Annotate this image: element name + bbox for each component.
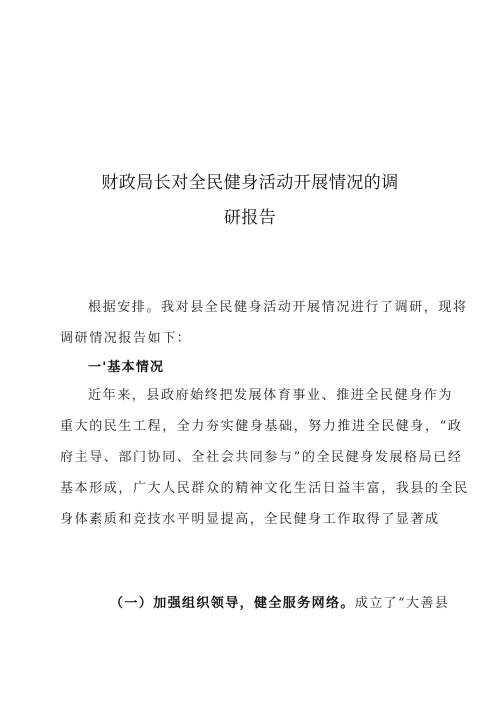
basic-situation-paragraph xyxy=(60,380,469,535)
subsection-text: 成立了“大善县 xyxy=(354,596,450,611)
intro-line-2: 调研情况报告如下： xyxy=(60,331,192,346)
body-line-5: 身体素质和竞技水平明显提高，全民健身工作取得了显著成 xyxy=(60,512,440,527)
document-title-line-1: 财政局长对全民健身活动开展情况的调 xyxy=(101,173,399,193)
subsection-paragraph xyxy=(60,592,460,611)
section-heading-basic-situation: 一'基本情况 xyxy=(88,360,165,375)
document-title-line-2: 研报告 xyxy=(223,208,277,228)
body-line-3: 府主导、部门协同、全社会共同参与”的全民健身发展格局已经 xyxy=(60,450,463,465)
body-line-4: 基本形成，广大人民群众的精神文化生活日益丰富，我县的全民 xyxy=(60,481,469,496)
body-line-2: 重大的民生工程，全力夯实健身基础，努力推进全民健身，“政 xyxy=(60,419,463,434)
subsection-lead: （一）加强组织领导，健全服务网络。 xyxy=(110,596,355,611)
intro-paragraph xyxy=(60,292,468,354)
intro-line-1: 根据安排。我对县全民健身活动开展情况进行了调研，现将 xyxy=(88,300,468,315)
body-line-1: 近年来，县政府始终把发展体育事业、推进全民健身作为 xyxy=(88,388,454,403)
